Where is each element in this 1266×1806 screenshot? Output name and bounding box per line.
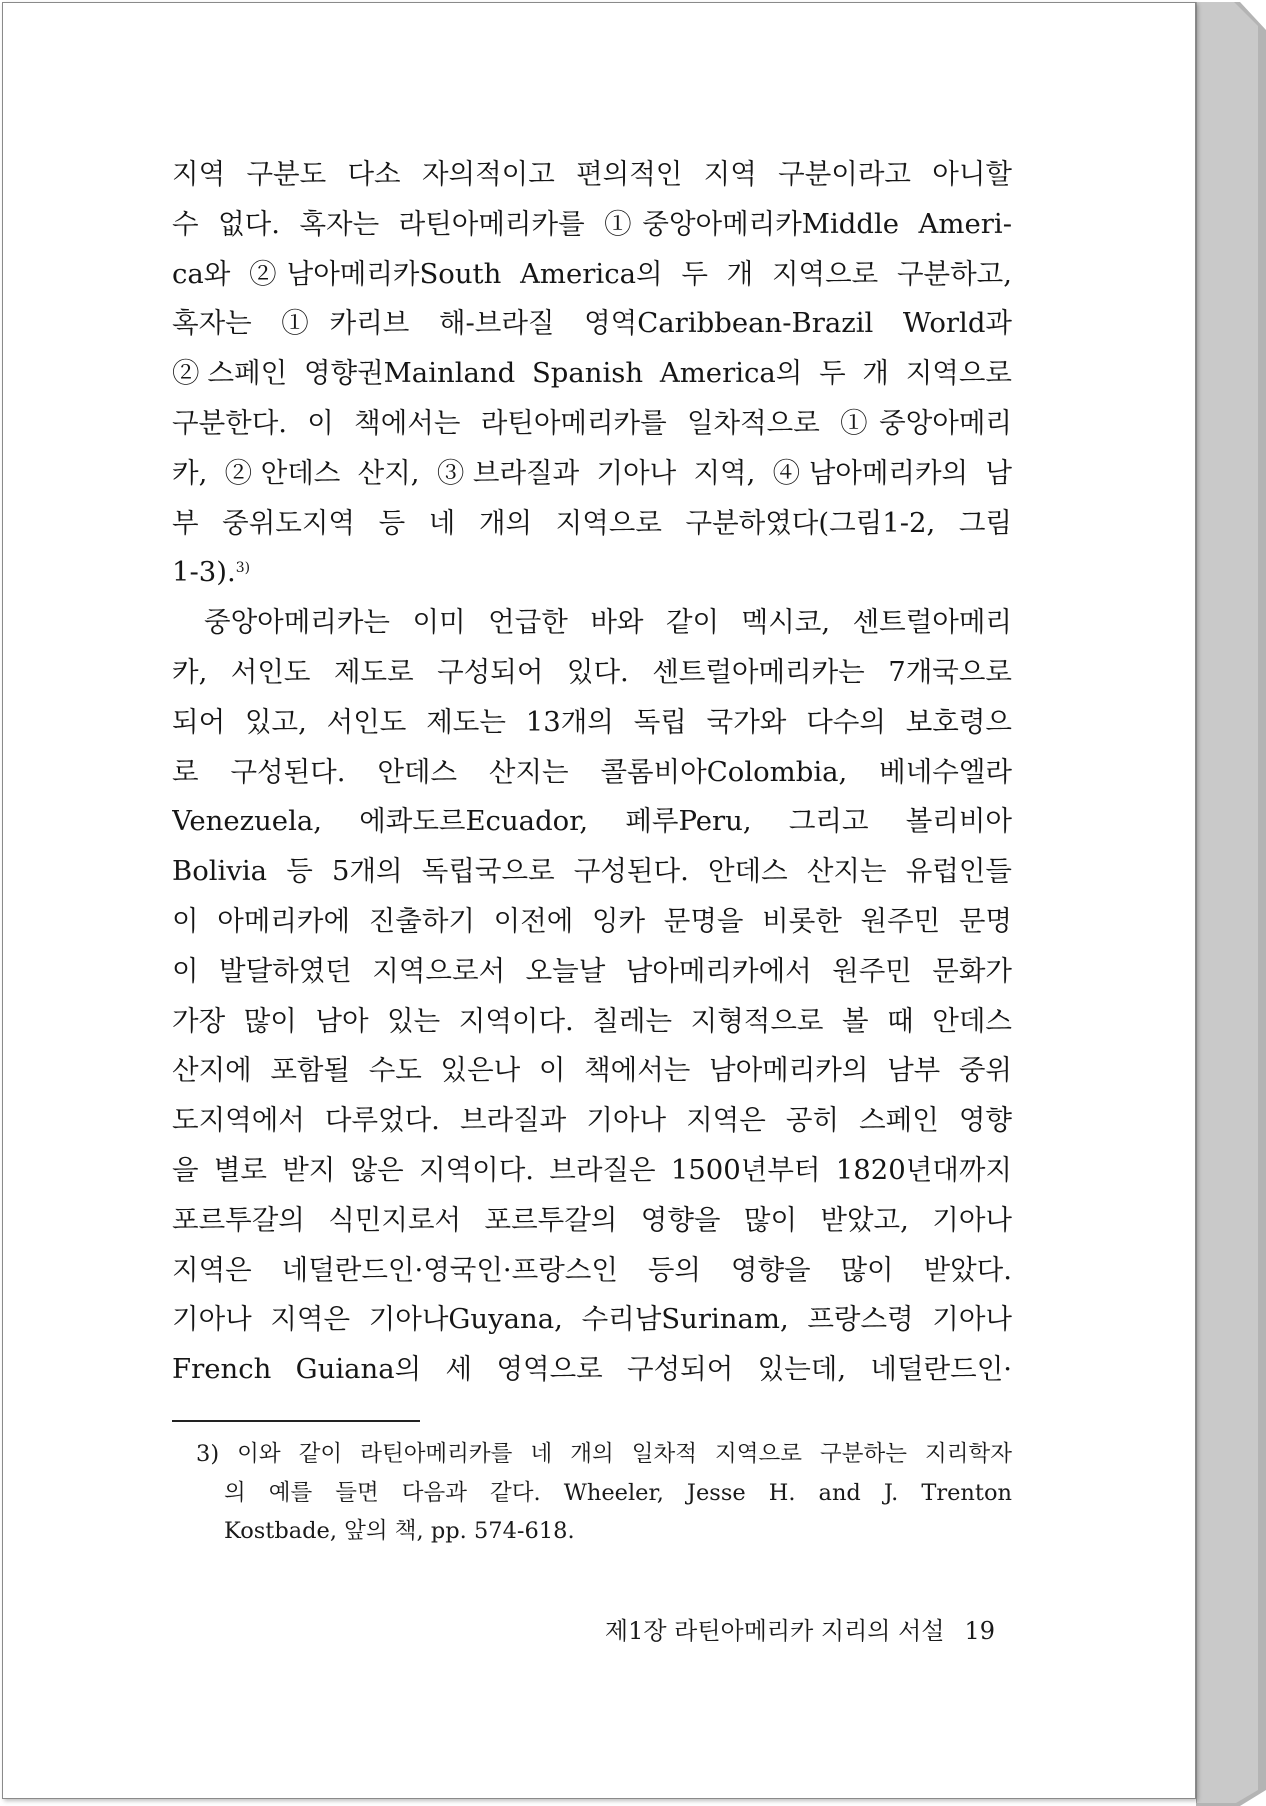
body-line: 기아나 지역은 기아나Guyana, 수리남Surinam, 프랑스령 기아나 [172, 1303, 1012, 1336]
body-line: 이 아메리카에 진출하기 이전에 잉카 문명을 비롯한 원주민 문명 [172, 904, 1012, 937]
page-number: 19 [964, 1617, 995, 1645]
body-line: 수 없다. 혹자는 라틴아메리카를 ①중앙아메리카Middle Ameri- [172, 207, 1012, 240]
footnote-separator [172, 1420, 420, 1422]
body-line: 되어 있고, 서인도 제도는 13개의 독립 국가와 다수의 보호령으 [172, 705, 1012, 738]
body-line: 지역은 네덜란드인·영국인·프랑스인 등의 영향을 많이 받았다. [172, 1253, 1012, 1286]
body-line: French Guiana의 세 영역으로 구성되어 있는데, 네덜란드인· [172, 1353, 1012, 1386]
body-line: ca와 ②남아메리카South America의 두 개 지역으로 구분하고, [172, 257, 1012, 290]
body-line-text: 1-3). [172, 556, 236, 589]
body-line: 부 중위도지역 등 네 개의 지역으로 구분하였다(그림1-2, 그림 [172, 506, 1012, 539]
running-footer [560, 1611, 995, 1646]
body-line: 카, ②안데스 산지, ③브라질과 기아나 지역, ④남아메리카의 남 [172, 456, 1012, 489]
body-line: 카, 서인도 제도로 구성되어 있다. 센트럴아메리카는 7개국으로 [172, 655, 1012, 688]
body-line: 을 별로 받지 않은 지역이다. 브라질은 1500년부터 1820년대까지 [172, 1153, 1012, 1186]
body-line-paragraph-start: 중앙아메리카는 이미 언급한 바와 같이 멕시코, 센트럴아메리 [204, 606, 1012, 639]
body-line: 구분한다. 이 책에서는 라틴아메리카를 일차적으로 ①중앙아메리 [172, 406, 1012, 439]
body-line: 로 구성된다. 안데스 산지는 콜롬비아Colombia, 베네수엘라 [172, 755, 1012, 788]
running-title: 제1장 라틴아메리카 지리의 서설 [604, 1617, 945, 1645]
body-line: 지역 구분도 다소 자의적이고 편의적인 지역 구분이라고 아니할 [172, 158, 1012, 190]
footnote-line: 3) 이와 같이 라틴아메리카를 네 개의 일차적 지역으로 구분하는 지리학자 [196, 1441, 1012, 1467]
body-line: 포르투갈의 식민지로서 포르투갈의 영향을 많이 받았고, 기아나 [172, 1203, 1012, 1236]
book-side-edge [1196, 0, 1266, 1806]
footnote-line: Kostbade, 앞의 책, pp. 574-618. [224, 1518, 575, 1544]
body-text [172, 150, 1012, 1395]
body-line: Bolivia 등 5개의 독립국으로 구성된다. 안데스 산지는 유럽인들 [172, 855, 1012, 888]
body-line: Venezuela, 에콰도르Ecuador, 페루Peru, 그리고 볼리비아 [172, 805, 1012, 838]
body-line: 혹자는 ①카리브 해-브라질 영역Caribbean-Brazil World과 [172, 307, 1012, 340]
body-line: 산지에 포함될 수도 있은나 이 책에서는 남아메리카의 남부 중위 [172, 1054, 1012, 1087]
body-line: 이 발달하였던 지역으로서 오늘날 남아메리카에서 원주민 문화가 [172, 954, 1012, 987]
body-line: 도지역에서 다루었다. 브라질과 기아나 지역은 공히 스페인 영향 [172, 1104, 1012, 1137]
body-line-paragraph-end [172, 548, 1012, 598]
body-line: ②스페인 영향권Mainland Spanish America의 두 개 지역으로 [172, 357, 1012, 390]
footnote-line: 의 예를 들면 다음과 같다. Wheeler, Jesse H. and J. Trenton [224, 1479, 1012, 1506]
body-line: 가장 많이 남아 있는 지역이다. 칠레는 지형적으로 볼 때 안데스 [172, 1004, 1012, 1037]
footnote-reference: 3) [235, 560, 251, 577]
footnote [196, 1435, 1012, 1551]
